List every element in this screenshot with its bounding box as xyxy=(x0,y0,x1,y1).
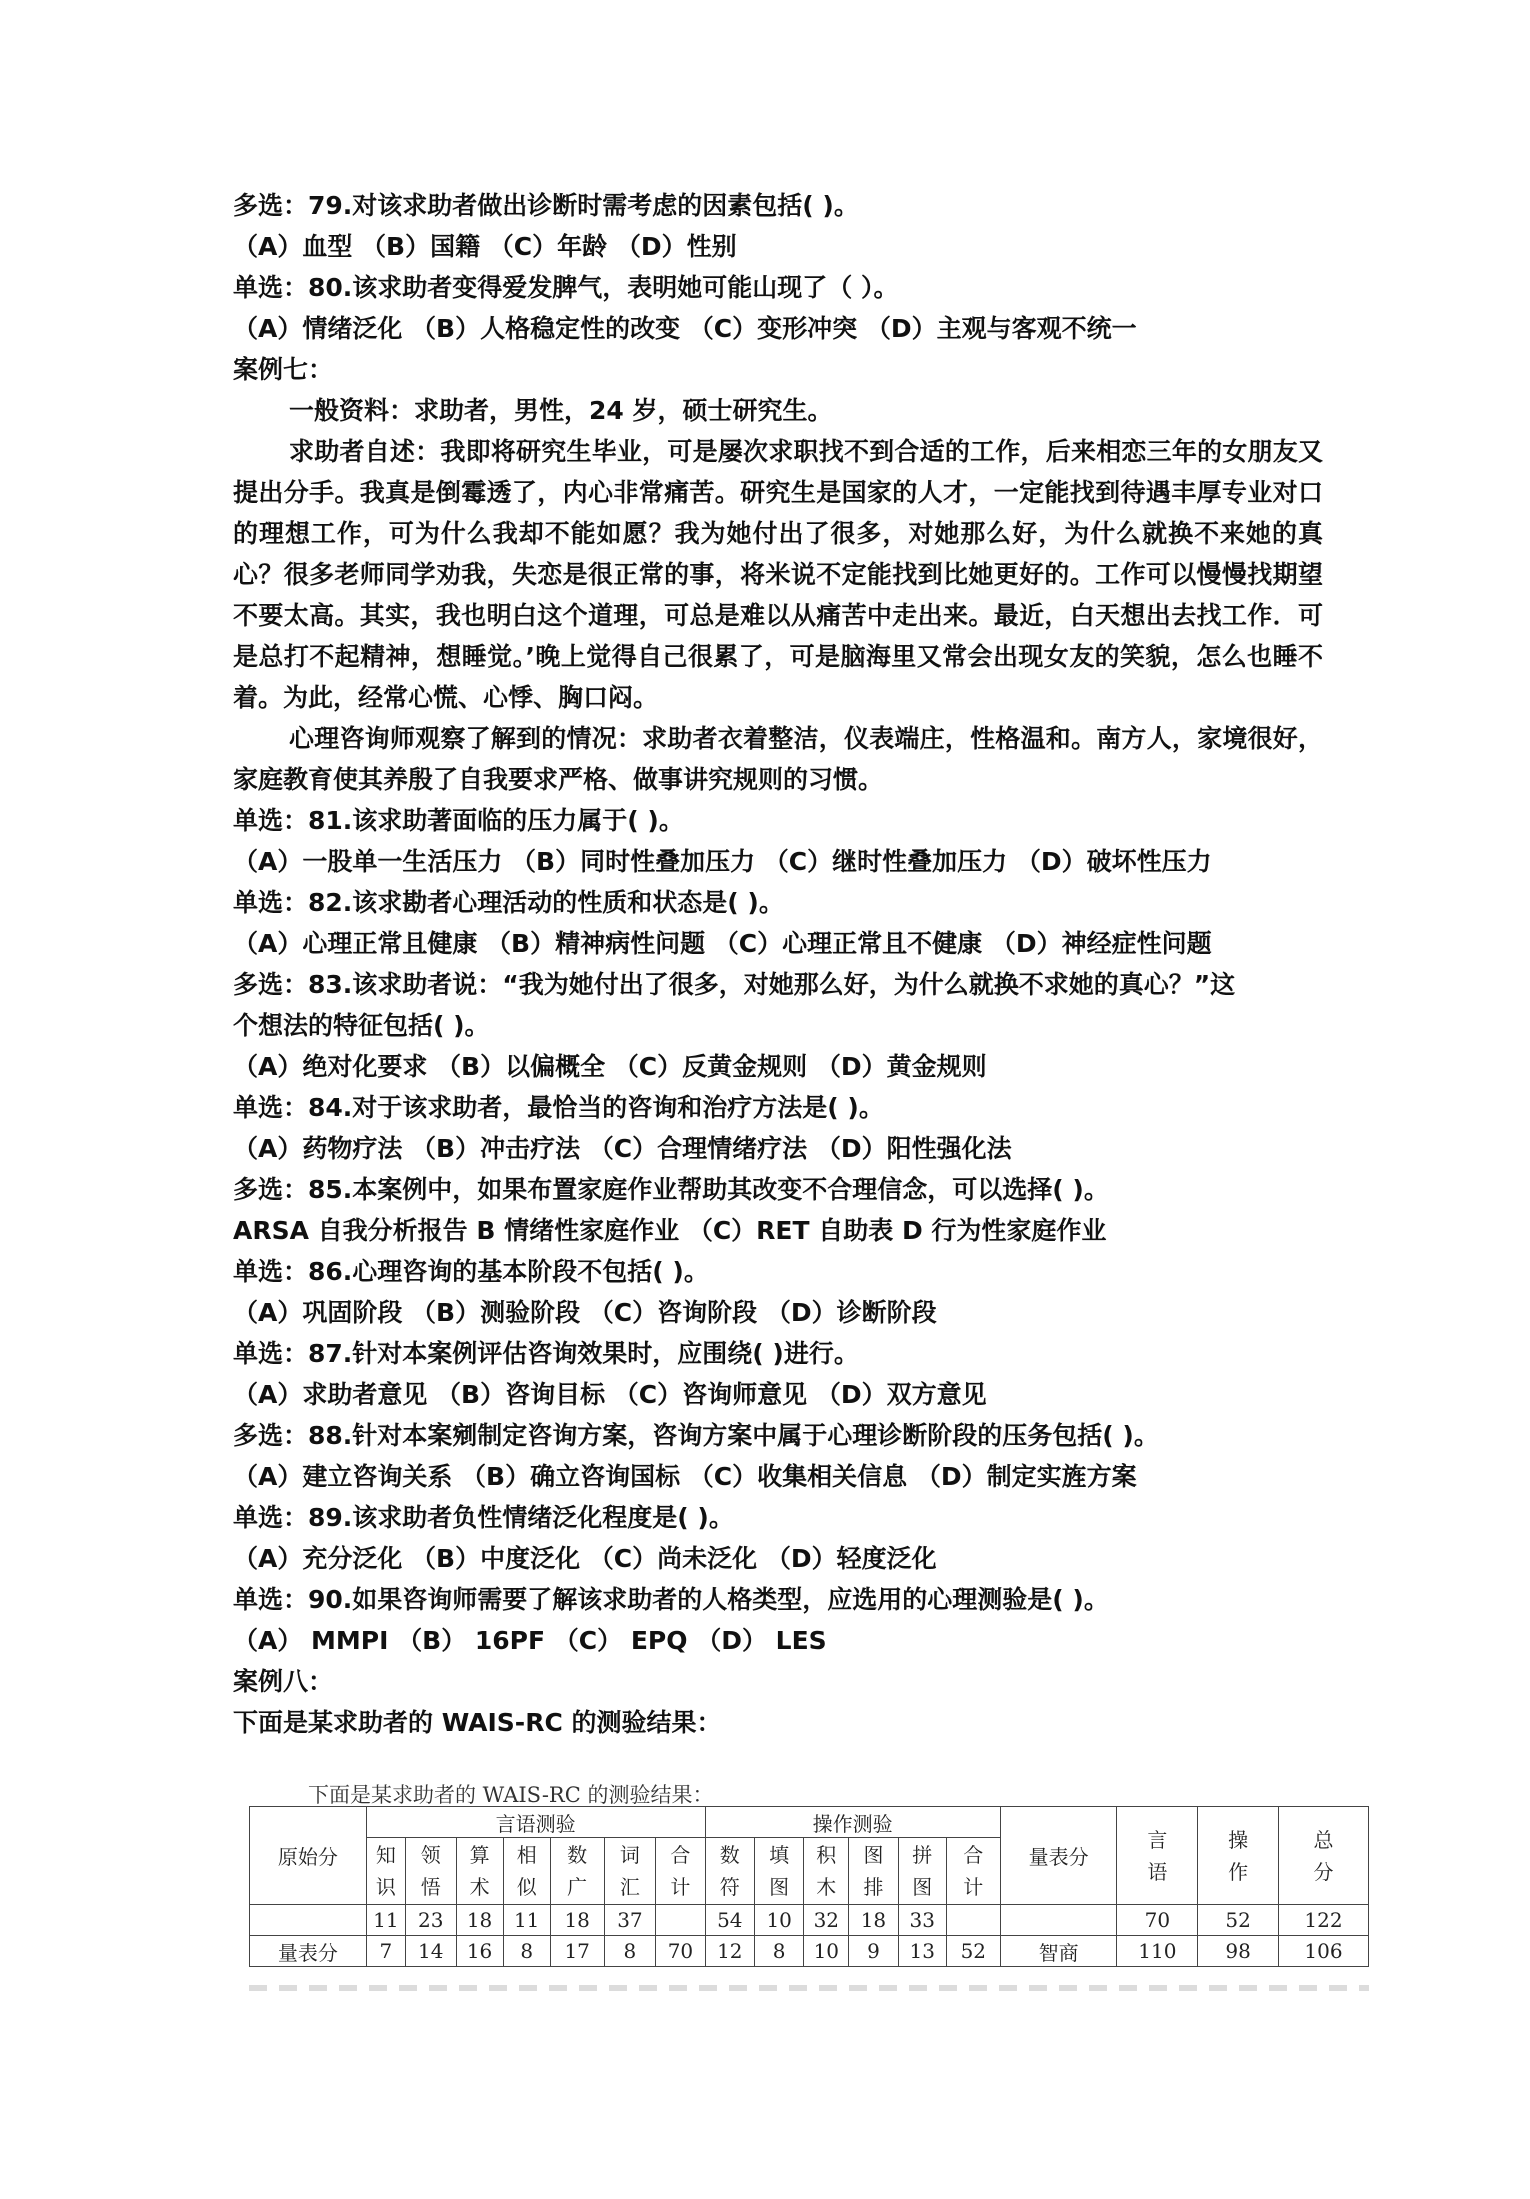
table-cell: 32 xyxy=(804,1905,849,1936)
table-cell: 8 xyxy=(503,1936,550,1967)
options-88: （A）建立咨询关系 （B）确立咨询国标 （C）收集相关信息 （D）制定实旌方案 xyxy=(233,1462,1137,1491)
subtest-header: 数 广 xyxy=(550,1838,604,1905)
verbal-group-header: 言语测验 xyxy=(366,1807,705,1838)
subtest-header: 填 图 xyxy=(754,1838,803,1905)
table-cell: 98 xyxy=(1198,1936,1279,1967)
scale-score-row xyxy=(250,1936,1369,1967)
table-cell xyxy=(1000,1905,1117,1936)
table-cell: 17 xyxy=(550,1936,604,1967)
table-cell: 122 xyxy=(1279,1905,1369,1936)
table-cell: 16 xyxy=(456,1936,503,1967)
question-86: 单选：86.心理咨询的基本阶段不包括( )。 xyxy=(233,1257,709,1286)
table-cell: 37 xyxy=(604,1905,656,1936)
wais-rc-results-table xyxy=(249,1806,1369,1967)
table-cell: 10 xyxy=(754,1905,803,1936)
table-cell: 10 xyxy=(804,1936,849,1967)
scale-score-label: 量表分 xyxy=(250,1936,367,1967)
case-8-heading: 案例八： xyxy=(233,1667,334,1696)
options-87: （A）求助者意见 （B）咨询目标 （C）咨询师意见 （D）双方意见 xyxy=(233,1380,987,1409)
table-cell: 18 xyxy=(849,1905,898,1936)
table-cell: 9 xyxy=(849,1936,898,1967)
subtest-header: 领 悟 xyxy=(406,1838,457,1905)
subtest-header: 知 识 xyxy=(366,1838,405,1905)
raw-score-label: 原始分 xyxy=(250,1807,367,1905)
performance-group-header: 操作测验 xyxy=(705,1807,1000,1838)
question-80: 单选：80.该求助者变得爱发脾气，表明她可能山现了（ ）。 xyxy=(233,273,899,302)
table-cell: 12 xyxy=(705,1936,754,1967)
table-cell xyxy=(946,1905,1000,1936)
case-7-heading: 案例七： xyxy=(233,355,334,384)
table-cell: 70 xyxy=(656,1936,705,1967)
table-cell xyxy=(250,1905,367,1936)
table-cell: 54 xyxy=(705,1905,754,1936)
table-cell: 13 xyxy=(898,1936,946,1967)
question-79: 多选：79.对该求助者做出诊断时需考虑的因素包括( )。 xyxy=(233,191,859,220)
table-cell: 11 xyxy=(366,1905,405,1936)
options-81: （A）一股单一生活压力 （B）同时性叠加压力 （C）继时性叠加压力 （D）破坏性压力 xyxy=(233,847,1212,876)
subtest-header: 相 似 xyxy=(503,1838,550,1905)
subtest-header: 数 符 xyxy=(705,1838,754,1905)
table-cell: 110 xyxy=(1117,1936,1198,1967)
summary-header-total: 总 分 xyxy=(1279,1807,1369,1905)
header-row-groups xyxy=(250,1807,1369,1838)
table-cell: 18 xyxy=(456,1905,503,1936)
case-8-intro: 下面是某求助者的 WAIS-RC 的测验结果： xyxy=(233,1708,722,1737)
subtest-header: 词 汇 xyxy=(604,1838,656,1905)
options-80: （A）情绪泛化 （B）人格稳定性的改变 （C）变形冲突 （D）主观与客观不统一 xyxy=(233,314,1137,343)
question-88: 多选：88.针对本案剜制定咨询方案，咨询方案中属于心理诊断阶段的压务包括( )。 xyxy=(233,1421,1159,1450)
question-83-cont: 个想法的特征包括( )。 xyxy=(233,1011,490,1040)
table-cell: 8 xyxy=(604,1936,656,1967)
raw-score-row xyxy=(250,1905,1369,1936)
options-89: （A）充分泛化 （B）中度泛化 （C）尚未泛化 （D）轻度泛化 xyxy=(233,1544,937,1573)
scale-score-header: 量表分 xyxy=(1000,1807,1117,1905)
case-7-observation: 心理咨询师观察了解到的情况：求助者衣着整洁，仪表端庄，性格温和。南方人，家境很好， 家庭教育使其养殷了自我要求严格、做事讲究规则的习惯。 xyxy=(233,724,1323,794)
table-cell: 106 xyxy=(1279,1936,1369,1967)
question-82: 单选：82.该求勘者心理活动的性质和状态是( )。 xyxy=(233,888,784,917)
table-cell: 18 xyxy=(550,1905,604,1936)
document-body xyxy=(233,185,1323,1743)
subtest-header: 合 计 xyxy=(656,1838,705,1905)
options-85: ARSA 自我分析报告 B 情绪性家庭作业 （C）RET 自助表 D 行为性家庭作业 xyxy=(233,1216,1107,1245)
question-89: 单选：89.该求助者负性情绪泛化程度是( )。 xyxy=(233,1503,734,1532)
table-cell: 14 xyxy=(406,1936,457,1967)
question-87: 单选：87.针对本案例评估咨询效果时，应围绕( )进行。 xyxy=(233,1339,859,1368)
options-86: （A）巩固阶段 （B）测验阶段 （C）咨询阶段 （D）诊断阶段 xyxy=(233,1298,937,1327)
options-83: （A）绝对化要求 （B）以偏概全 （C）反黄金规则 （D）黄金规则 xyxy=(233,1052,987,1081)
subtest-header: 合 计 xyxy=(946,1838,1000,1905)
question-85: 多选：85.本案例中，如果布置家庭作业帮助其改变不合理信念，可以选择( )。 xyxy=(233,1175,1109,1204)
summary-header-verbal: 言 语 xyxy=(1117,1807,1198,1905)
table-cell: 33 xyxy=(898,1905,946,1936)
table-cell: 8 xyxy=(754,1936,803,1967)
clipped-text-remnant xyxy=(249,1985,1369,1991)
table-cell: 70 xyxy=(1117,1905,1198,1936)
summary-header-performance: 操 作 xyxy=(1198,1807,1279,1905)
options-79: （A）血型 （B）国籍 （C）年龄 （D）性别 xyxy=(233,232,737,261)
question-83: 多选：83.该求助者说：“我为她付出了很多，对她那么好，为什么就换不求她的真心？”这 xyxy=(233,970,1236,999)
question-90: 单选：90.如果咨询师需要了解该求助者的人格类型，应选用的心理测验是( )。 xyxy=(233,1585,1109,1614)
options-84: （A）药物疗法 （B）冲击疗法 （C）合理情绪疗法 （D）阳性强化法 xyxy=(233,1134,1012,1163)
question-81: 单选：81.该求助著面临的压力属于( )。 xyxy=(233,806,684,835)
options-90: （A） MMPI （B） 16PF （C） EPQ （D） LES xyxy=(233,1626,827,1655)
table-caption: 下面是某求助者的 WAIS-RC 的测验结果： xyxy=(308,1783,714,1807)
table-cell xyxy=(656,1905,705,1936)
question-84: 单选：84.对于该求助者，最恰当的咨询和治疗方法是( )。 xyxy=(233,1093,884,1122)
table-cell: 52 xyxy=(1198,1905,1279,1936)
case-7-general-info: 一般资料：求助者，男性，24 岁，硕士研究生。 xyxy=(289,396,833,425)
table-cell: 11 xyxy=(503,1905,550,1936)
case-7-self-report: 求助者自述：我即将研究生毕业，可是屡次求职找不到合适的工作，后来相恋三年的女朋友又提出分手。我真是倒霉透了，内心非常痛苦。研究生是国家的人才，一定能找到待遇丰厚专业对口的理想工作，可为什么我却不能如愿？我为她付出了很多，对她那么好，为什么就换不来她的真心？很多老师同学劝我，失恋是很正常的事，将米说不定能找到比她更好的。工作可以慢慢找期望不要太高。其实，我也明白这个道理，可总是难以从痛苦中走出来。最近，白天想出去找工作．可是总打不起精神，想睡觉。’晚上觉得自己很累了，可是脑海里又常会出现女友的笑貌，怎么也睡不着。为此，经常心慌、心悸、胸口闷。 xyxy=(233,437,1323,712)
subtest-header: 算 术 xyxy=(456,1838,503,1905)
table-cell: 52 xyxy=(946,1936,1000,1967)
options-82: （A）心理正常且健康 （B）精神病性问题 （C）心理正常且不健康 （D）神经症性问题 xyxy=(233,929,1212,958)
subtest-header: 积 木 xyxy=(804,1838,849,1905)
subtest-header: 图 排 xyxy=(849,1838,898,1905)
table-cell: 23 xyxy=(406,1905,457,1936)
subtest-header: 拼 图 xyxy=(898,1838,946,1905)
table-cell: 7 xyxy=(366,1936,405,1967)
iq-label: 智商 xyxy=(1000,1936,1117,1967)
